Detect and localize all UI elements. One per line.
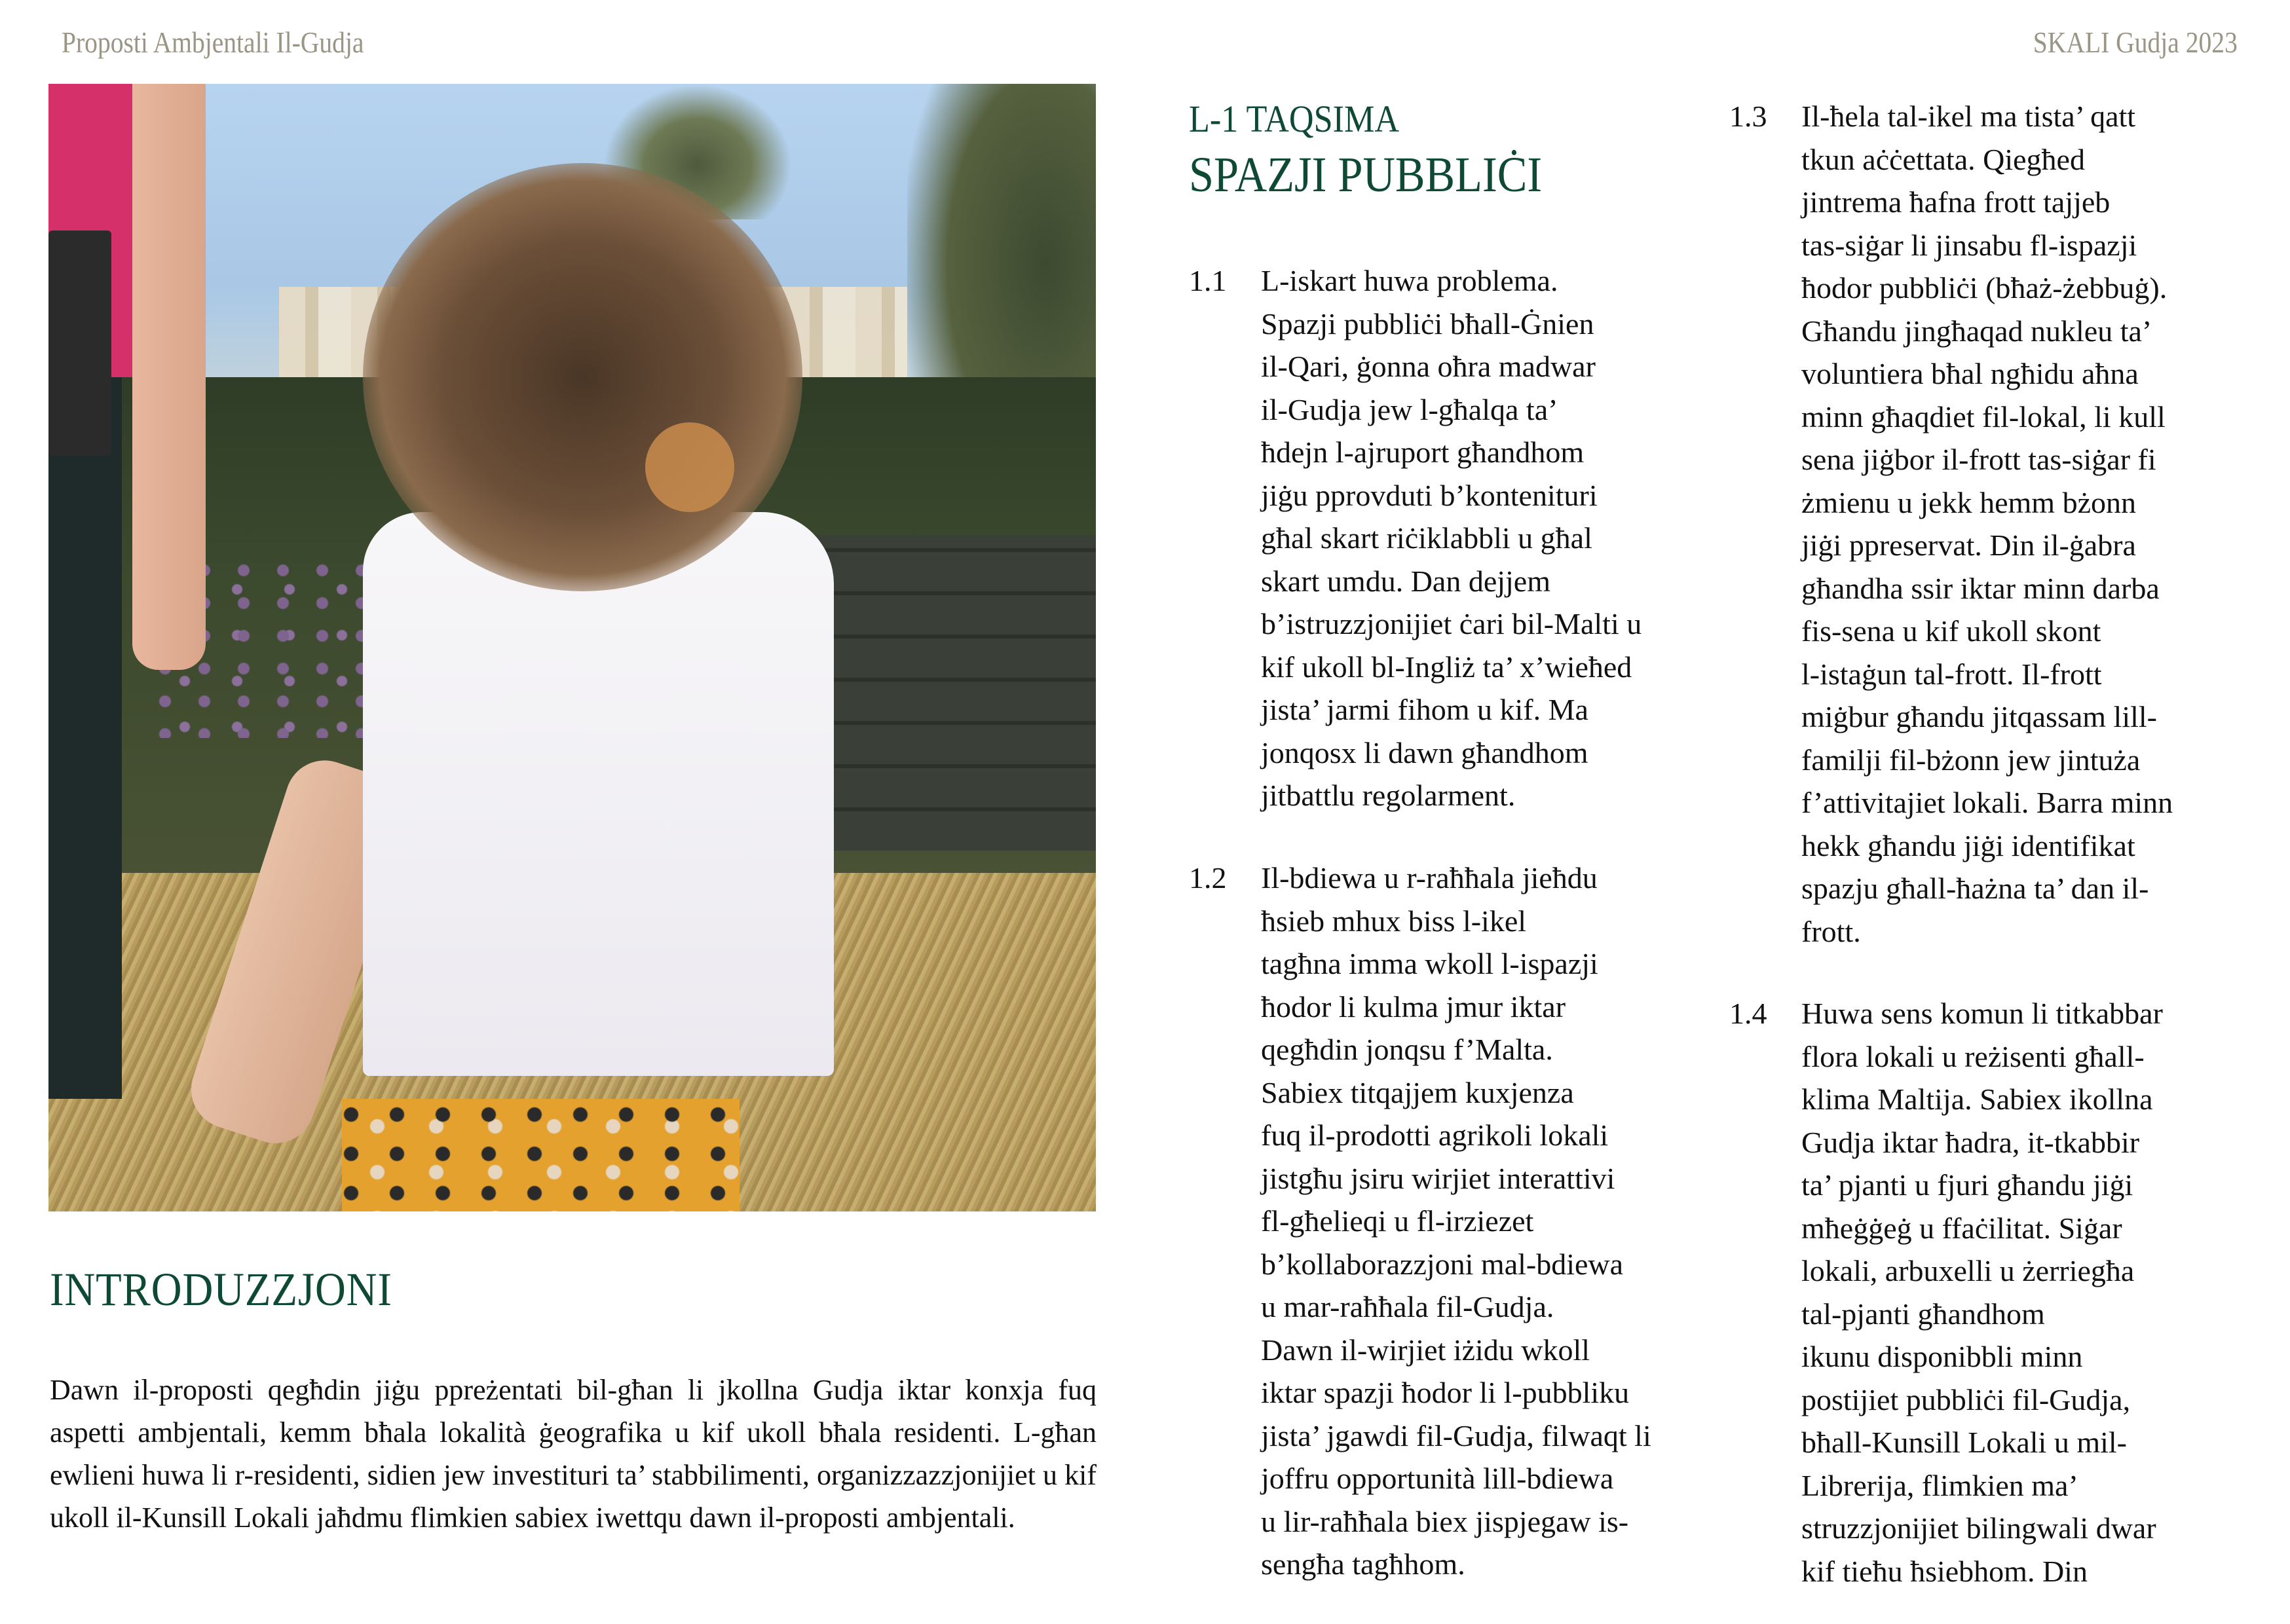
text-line: jiġi ppreservat. Din il-ġabra <box>1801 528 2136 562</box>
text-line: jintrema ħafna frott tajjeb <box>1801 185 2111 219</box>
text-line: Il-ħela tal-ikel ma tista’ qatt <box>1801 100 2136 133</box>
photo-child-pants <box>342 1099 740 1211</box>
text-line: frott. <box>1801 914 1861 948</box>
text-line: b’istruzzjonijiet ċari bil-Malti u <box>1261 607 1642 640</box>
text-line: il-Gudja jew l-għalqa ta’ <box>1261 392 1558 426</box>
text-line: L-iskart huwa problema. <box>1261 264 1558 297</box>
text-line: tkun aċċettata. Qiegħed <box>1801 142 2085 176</box>
text-line: hekk għandu jiġi identifikat <box>1801 828 2135 862</box>
text-line: Il-bdiewa u r-raħħala jieħdu <box>1261 861 1598 895</box>
section-title: SPAZJI PUBBLIĊI <box>1189 147 1543 202</box>
text-line: Spazji pubbliċi bħall-Ġnien <box>1261 306 1594 341</box>
photo-adult-arm <box>132 84 206 670</box>
text-line: mħeġġeġ u ffaċilitat. Siġar <box>1801 1211 2122 1245</box>
text-line: voluntiera bħal ngħidu aħna <box>1801 357 2139 390</box>
text-line: għandha ssir iktar minn darba <box>1801 571 2160 605</box>
running-header-title: Proposti Ambjentali Il-Gudja <box>62 26 364 59</box>
paragraph-number: 1.4 <box>1729 997 1767 1030</box>
text-line: lokali, arbuxelli u żerriegħa <box>1801 1254 2135 1287</box>
text-line: miġbur għandu jitqassam lill- <box>1801 700 2157 733</box>
text-line: l-istaġun tal-frott. Il-frott <box>1801 657 2102 691</box>
text-line: sena jiġbor il-frott tas-siġar fi <box>1801 443 2156 476</box>
text-line: joffru opportunità lill-bdiewa <box>1261 1462 1614 1495</box>
text-line: fis-sena u kif ukoll skont <box>1801 614 2101 648</box>
paragraph-number: 1.2 <box>1189 861 1227 895</box>
text-line: minn għaqdiet fil-lokal, li kull <box>1801 399 2166 434</box>
photo-child-hair <box>363 163 803 591</box>
text-line: flora lokali u reżisenti għall- <box>1801 1039 2145 1073</box>
text-line: fuq il-prodotti agrikoli lokali <box>1261 1118 1609 1152</box>
text-line: Għandu jingħaqad nukleu ta’ <box>1801 314 2152 348</box>
text-line: Dawn il-wirjiet iżidu wkoll <box>1261 1333 1590 1367</box>
text-line: tagħna imma wkoll l-ispazji <box>1261 947 1598 980</box>
introduction-heading: INTRODUZZJONI <box>50 1263 392 1316</box>
text-line: fl-għelieqi u fl-irziezet <box>1261 1204 1534 1238</box>
text-line: żmienu u jekk hemm bżonn <box>1801 485 2136 519</box>
text-line: kif tieħu ħsiebhom. Din <box>1801 1554 2088 1588</box>
text-line: postijiet pubbliċi fil-Gudja, <box>1801 1382 2131 1416</box>
text-line: jistgħu jsiru wirjiet interattivi <box>1261 1161 1615 1195</box>
section-number: L-1 TAQSIMA <box>1189 98 1400 140</box>
text-line: ta’ pjanti u fjuri għandu jiġi <box>1801 1168 2133 1202</box>
text-line: bħall-Kunsill Lokali u mil- <box>1801 1426 2127 1459</box>
text-line: kif ukoll bl-Ingliż ta’ x’wieħed <box>1261 650 1632 684</box>
photo-blurred-spot <box>645 422 734 513</box>
text-line: u lir-raħħala biex jispjegaw is- <box>1261 1504 1629 1538</box>
text-line: il-Qari, ġonna oħra madwar <box>1261 350 1596 383</box>
text-line: b’kollaborazzjoni mal-bdiewa <box>1261 1247 1624 1281</box>
text-line: klima Maltija. Sabiex ikollna <box>1801 1082 2153 1116</box>
text-line: Huwa sens komun li titkabbar <box>1801 997 2163 1030</box>
text-line: qegħdin jonqsu f’Malta. <box>1261 1033 1553 1066</box>
text-line: iktar spazji ħodor li l-pubbliku <box>1261 1376 1630 1409</box>
paragraph-text <box>1261 857 1651 1586</box>
text-line: sengħa tagħhom. <box>1261 1547 1465 1581</box>
introduction-text: Dawn il-proposti qegħdin jiġu ppreżentati bil-għan li jkollna Gudja iktar konxja fuq aspetti ambjentali, kemm bħala lokalità ġeografika u kif ukoll bħala residenti. L-għan ewlieni huwa li r-residenti, sidien jew investituri ta’ stabbilimenti, organizzazzjonijiet u kif ukoll il-Kunsill Lokali jaħdmu flimkien sabiex iwettqu dawn il-proposti ambjentali. <box>50 1374 1097 1534</box>
text-line: tas-siġar li jinsabu fl-ispazji <box>1801 228 2137 262</box>
text-line: u mar-raħħala fil-Gudja. <box>1261 1290 1554 1323</box>
text-line: ħdejn l-ajruport għandhom <box>1261 435 1585 469</box>
text-line: jonqosx li dawn għandhom <box>1261 735 1588 769</box>
text-line: familji fil-bżonn jew jintuża <box>1801 743 2141 777</box>
text-line: struzzjonijiet bilingwali dwar <box>1801 1511 2156 1545</box>
text-line: jista’ jgawdi fil-Gudja, filwaqt li <box>1261 1418 1651 1452</box>
text-line: ħodor pubbliċi (bħaż-żebbuġ). <box>1801 271 2168 304</box>
text-line: Librerija, flimkien ma’ <box>1801 1468 2078 1502</box>
photo-child-tshirt <box>363 512 835 1076</box>
text-line: tal-pjanti għandhom <box>1801 1297 2045 1331</box>
text-line: skart umdu. Dan dejjem <box>1261 564 1551 598</box>
paragraph-number: 1.3 <box>1729 100 1767 133</box>
running-header-edition: SKALI Gudja 2023 <box>2033 26 2238 59</box>
text-line: jista’ jarmi fihom u kif. Ma <box>1261 693 1588 726</box>
paragraph-text <box>1801 95 2173 953</box>
text-line: Gudja iktar ħadra, it-tkabbir <box>1801 1125 2140 1159</box>
text-line: ħodor li kulma jmur iktar <box>1261 989 1566 1024</box>
paragraph-text <box>1801 992 2163 1593</box>
photo-bag <box>48 231 111 456</box>
text-line: jiġu pprovduti b’kontenituri <box>1261 478 1598 512</box>
text-line: f’attivitajiet lokali. Barra minn <box>1801 786 2173 819</box>
paragraph-number: 1.1 <box>1189 264 1227 297</box>
paragraph-text <box>1261 259 1642 817</box>
text-line: ħsieb mhux biss l-ikel <box>1261 904 1527 938</box>
text-line: jitbattlu regolarment. <box>1261 779 1516 812</box>
child-in-garden-photo <box>48 84 1096 1211</box>
text-line: spazju għall-ħażna ta’ dan il- <box>1801 872 2149 905</box>
text-line: Sabiex titqajjem kuxjenza <box>1261 1075 1574 1109</box>
text-line: ikunu disponibbli minn <box>1801 1340 2083 1373</box>
text-line: għal skart riċiklabbli u għal <box>1261 521 1592 555</box>
